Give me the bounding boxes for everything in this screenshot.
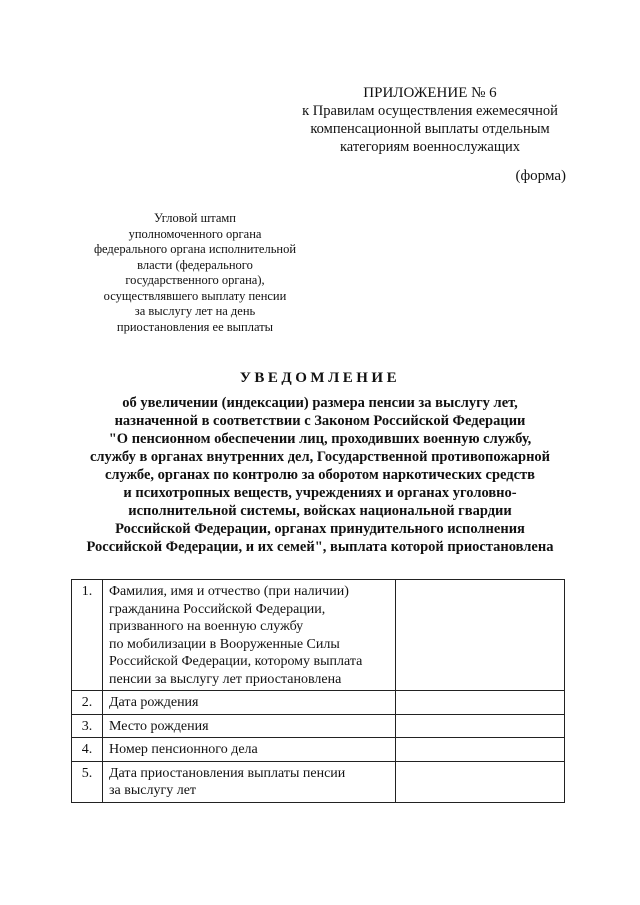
subtitle-line: службу в органах внутренних дел, Государственной противопожарной bbox=[89, 449, 551, 465]
row-label-line: Место рождения bbox=[109, 718, 209, 734]
subtitle-line: Российской Федерации, и их семей", выплата которой приостановлена bbox=[86, 539, 554, 555]
row-number: 2. bbox=[72, 691, 103, 715]
stamp-line: Угловой штамп bbox=[153, 211, 236, 225]
subtitle-line: и психотропных веществ, учреждениях и органах уголовно- bbox=[123, 485, 517, 501]
subtitle-line: назначенной в соответствии с Законом Российской Федерации bbox=[114, 413, 526, 429]
row-label-line: Фамилия, имя и отчество (при наличии) bbox=[109, 584, 349, 599]
row-label bbox=[103, 738, 396, 762]
row-value-field[interactable] bbox=[396, 714, 565, 738]
table-row bbox=[72, 580, 565, 691]
row-label-line: Дата рождения bbox=[109, 695, 199, 710]
appendix-header bbox=[290, 84, 570, 156]
stamp-line: государственного органа), bbox=[125, 273, 265, 287]
document-title: УВЕДОМЛЕНИЕ bbox=[239, 370, 401, 386]
corner-stamp-placeholder bbox=[82, 211, 308, 335]
row-label bbox=[103, 761, 396, 802]
row-value-field[interactable] bbox=[396, 761, 565, 802]
row-label bbox=[103, 714, 396, 738]
row-number: 3. bbox=[72, 714, 103, 738]
stamp-line: уполномоченного органа bbox=[128, 226, 262, 241]
row-number: 4. bbox=[72, 738, 103, 762]
appendix-line: к Правилам осуществления ежемесячной bbox=[302, 103, 558, 119]
row-label bbox=[103, 691, 396, 715]
appendix-line: компенсационной выплаты отдельным bbox=[310, 121, 550, 137]
subtitle-line: "О пенсионном обеспечении лиц, проходивших военную службу, bbox=[108, 431, 532, 447]
subtitle-line: службе, органах по контролю за оборотом наркотических средств bbox=[104, 467, 536, 483]
appendix-line: категориям военнослужащих bbox=[339, 139, 521, 155]
row-label-line: призванного на военную службу bbox=[109, 619, 304, 634]
subtitle-line: исполнительной системы, войсках национальной гвардии bbox=[128, 503, 512, 519]
row-label-line: пенсии за выслугу лет приостановлена bbox=[109, 671, 342, 687]
row-label-line: по мобилизации в Вооруженные Силы bbox=[109, 636, 340, 652]
table-row bbox=[72, 761, 565, 802]
info-table bbox=[71, 579, 565, 803]
table-row bbox=[72, 714, 565, 738]
stamp-line: приостановления ее выплаты bbox=[116, 319, 274, 334]
form-note: (форма) bbox=[515, 168, 566, 184]
document-subtitle bbox=[60, 394, 580, 556]
table-row bbox=[72, 738, 565, 762]
row-label bbox=[103, 580, 396, 691]
stamp-line: осуществлявшего выплату пенсии bbox=[103, 288, 287, 303]
row-label-line: гражданина Российской Федерации, bbox=[109, 601, 326, 617]
stamp-line: за выслугу лет на день bbox=[134, 304, 256, 318]
row-value-field[interactable] bbox=[396, 691, 565, 715]
row-number: 1. bbox=[72, 580, 103, 691]
table-row bbox=[72, 691, 565, 715]
row-label-line: за выслугу лет bbox=[109, 783, 197, 798]
row-number: 5. bbox=[72, 761, 103, 802]
subtitle-line: об увеличении (индексации) размера пенсии за выслугу лет, bbox=[122, 395, 518, 411]
stamp-line: федерального органа исполнительной bbox=[93, 242, 297, 256]
subtitle-line: Российской Федерации, органах принудительного исполнения bbox=[115, 521, 525, 537]
stamp-line: власти (федерального bbox=[137, 257, 253, 272]
row-label-line: Российской Федерации, которому выплата bbox=[109, 654, 363, 669]
row-value-field[interactable] bbox=[396, 580, 565, 691]
row-label-line: Дата приостановления выплаты пенсии bbox=[109, 765, 346, 781]
row-value-field[interactable] bbox=[396, 738, 565, 762]
appendix-title: ПРИЛОЖЕНИЕ № 6 bbox=[363, 85, 497, 101]
row-label-line: Номер пенсионного дела bbox=[109, 742, 258, 757]
